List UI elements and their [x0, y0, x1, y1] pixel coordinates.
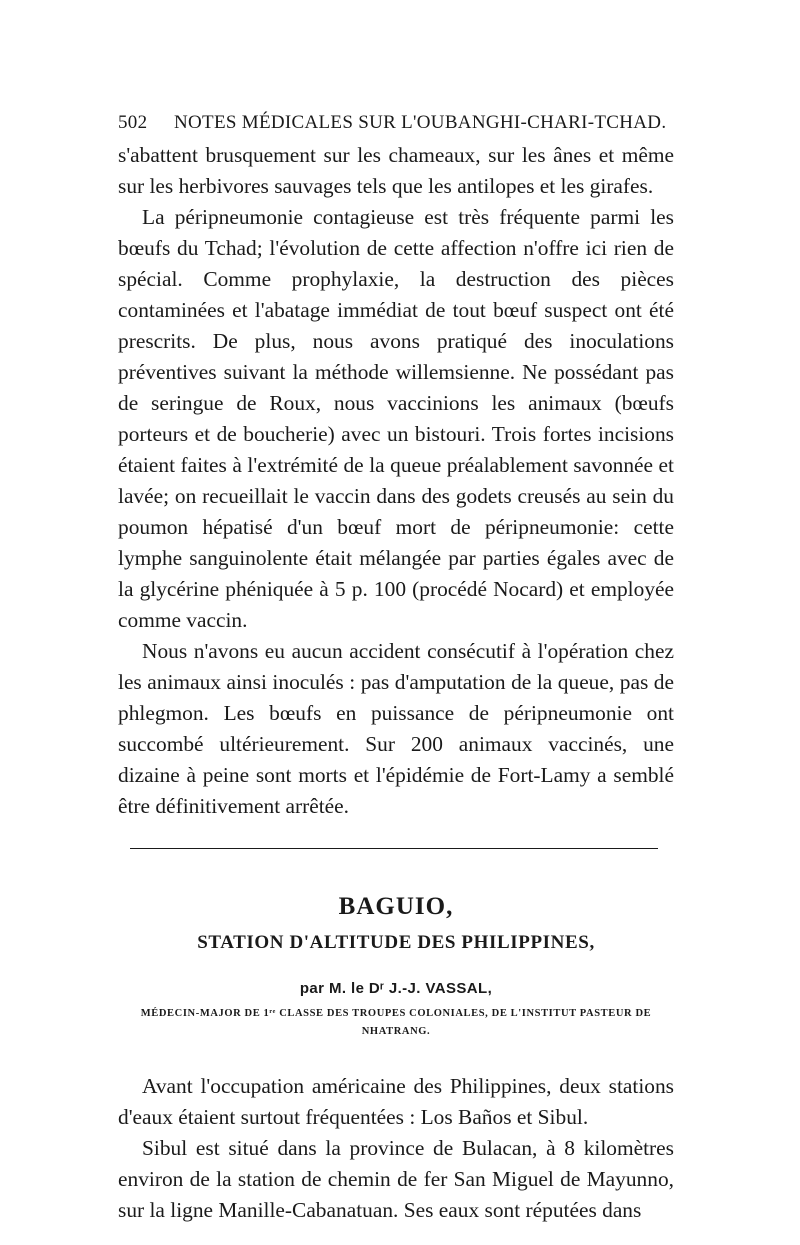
- author-affiliation: MÉDECIN-MAJOR DE 1ʳᵉ CLASSE DES TROUPES COLONIALES, DE L'INSTITUT PASTEUR DE NHATRANG.: [140, 1008, 652, 1037]
- paragraph-continued: s'abattent brusquement sur les chameaux, sur les ânes et même sur les herbivores sauvages tels que les antilopes et les girafes.: [118, 143, 674, 198]
- running-header: [118, 112, 674, 140]
- article-body: [118, 1071, 674, 1226]
- running-title: NOTES MÉDICALES SUR L'OUBANGHI-CHARI-TCHAD.: [174, 112, 667, 133]
- article-title: BAGUIO,: [338, 893, 454, 920]
- book-page: [118, 112, 674, 1226]
- article-subtitle: STATION D'ALTITUDE DES PHILIPPINES,: [197, 932, 595, 953]
- page-number: 502: [118, 112, 148, 133]
- paragraph-spa-stations: Avant l'occupation américaine des Philippines, deux stations d'eaux étaient surtout fréquentées : Los Baños et Sibul.: [118, 1074, 674, 1129]
- author-byline: par M. le Dʳ J.-J. VASSAL,: [299, 980, 493, 997]
- section-divider: [130, 848, 658, 849]
- paragraph-sibul: Sibul est situé dans la province de Bulacan, à 8 kilomètres environ de la station de chemin de fer San Miguel de Mayunno, sur la ligne Manille-Cabanatuan. Ses eaux sont réputées dans: [118, 1136, 674, 1222]
- paragraph-peripneumonia: La péripneumonie contagieuse est très fréquente parmi les bœufs du Tchad; l'évolution de cette affection n'offre ici rien de spécial. Comme prophylaxie, la destruction des pièces contaminées et l'abatage immédiat de tout bœuf suspect ont été prescrits. De plus, nous avons pratiqué des inoculations préventives suivant la méthode willemsienne. Ne possédant pas de seringue de Roux, nous vaccinions les animaux (bœufs porteurs et de boucherie) avec un bistouri. Trois fortes incisions étaient faites à l'extrémité de la queue préalablement savonnée et lavée; on recueillait le vaccin dans des godets creusés au sein du poumon hépatisé d'un bœuf mort de péripneumonie: cette lymphe sanguinolente était mélangée par parties égales avec de la glycérine phéniquée à 5 p. 100 (procédé Nocard) et employée comme vaccin.: [118, 205, 674, 632]
- paragraph-vaccination-results: Nous n'avons eu aucun accident consécutif à l'opération chez les animaux ainsi inoculés : pas d'amputation de la queue, pas de phlegmon. Les bœufs en puissance de péripneumonie ont succombé ultérieurement. Sur 200 animaux vaccinés, une dizaine à peine sont morts et l'épidémie de Fort-Lamy a semblé être définitivement arrêtée.: [118, 639, 674, 818]
